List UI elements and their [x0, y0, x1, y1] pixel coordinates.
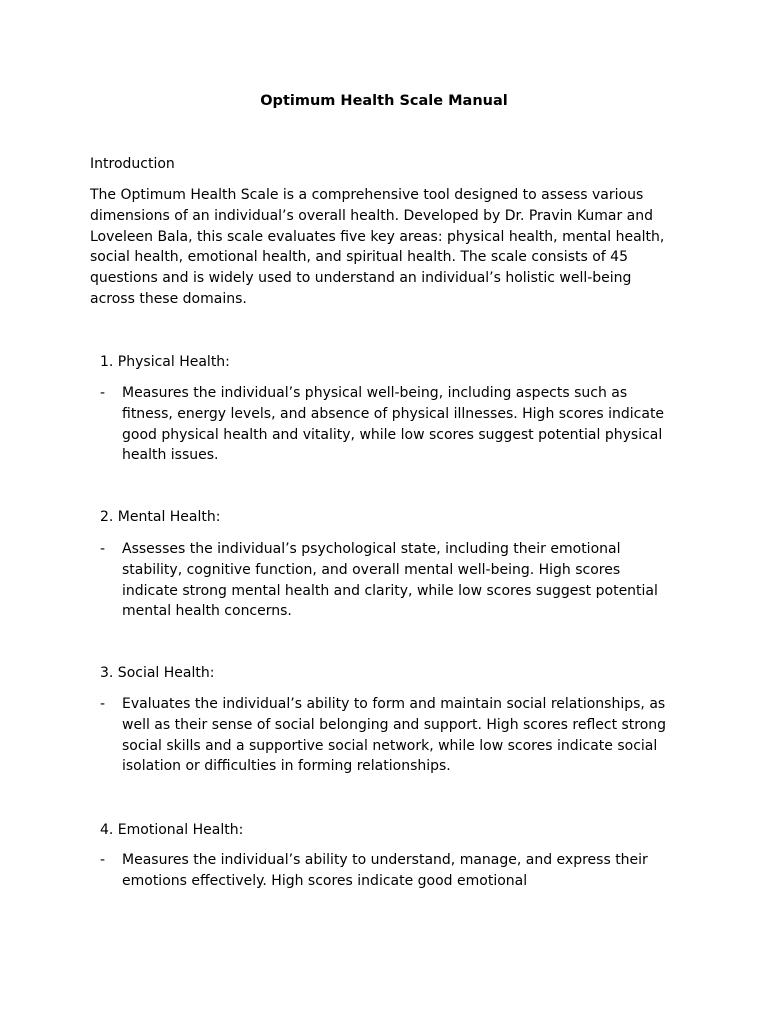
bullet-social-health — [100, 694, 680, 777]
section-heading-emotional-health: 4. Emotional Health: — [100, 822, 244, 838]
section-heading-social-health: 3. Social Health: — [100, 665, 215, 681]
bullet-emotional-health — [100, 850, 680, 892]
bullet-dash: - — [100, 385, 106, 401]
bullet-text: Assesses the individual’s psychological state, including their emotional stability, cognitive function, and overall mental well-being. High scores indicate strong mental health and clarity, while low scores suggest potential mental health concerns. — [122, 541, 658, 620]
intro-paragraph: The Optimum Health Scale is a comprehensive tool designed to assess various dimensions of an individual’s overall health. Developed by Dr. Pravin Kumar and Loveleen Bala, this scale evaluates five key areas: physical health, mental health, social health, emotional health, and spiritual health. The scale consists of 45 questions and is widely used to understand an individual’s holistic well-being across these domains. — [90, 187, 665, 307]
intro-heading: Introduction — [90, 156, 175, 172]
bullet-text: Measures the individual’s physical well-being, including aspects such as fitness, energy levels, and absence of physical illnesses. High scores indicate good physical health and vitality, while low scores suggest potential physical health issues. — [122, 385, 665, 464]
bullet-text: Measures the individual’s ability to understand, manage, and express their emotions effectively. High scores indicate good emotional — [122, 852, 648, 889]
document-title: Optimum Health Scale Manual — [260, 93, 508, 109]
bullet-dash: - — [100, 696, 106, 712]
section-heading-mental-health: 2. Mental Health: — [100, 509, 221, 525]
bullet-mental-health — [100, 539, 680, 622]
bullet-dash: - — [100, 852, 106, 868]
section-heading-physical-health: 1. Physical Health: — [100, 354, 230, 370]
bullet-text: Evaluates the individual’s ability to form and maintain social relationships, as well as their sense of social belonging and support. High scores reflect strong social skills and a supportive social network, while low scores indicate social isolation or difficulties in forming relationships. — [122, 696, 667, 775]
bullet-physical-health — [100, 383, 680, 466]
bullet-dash: - — [100, 541, 106, 557]
